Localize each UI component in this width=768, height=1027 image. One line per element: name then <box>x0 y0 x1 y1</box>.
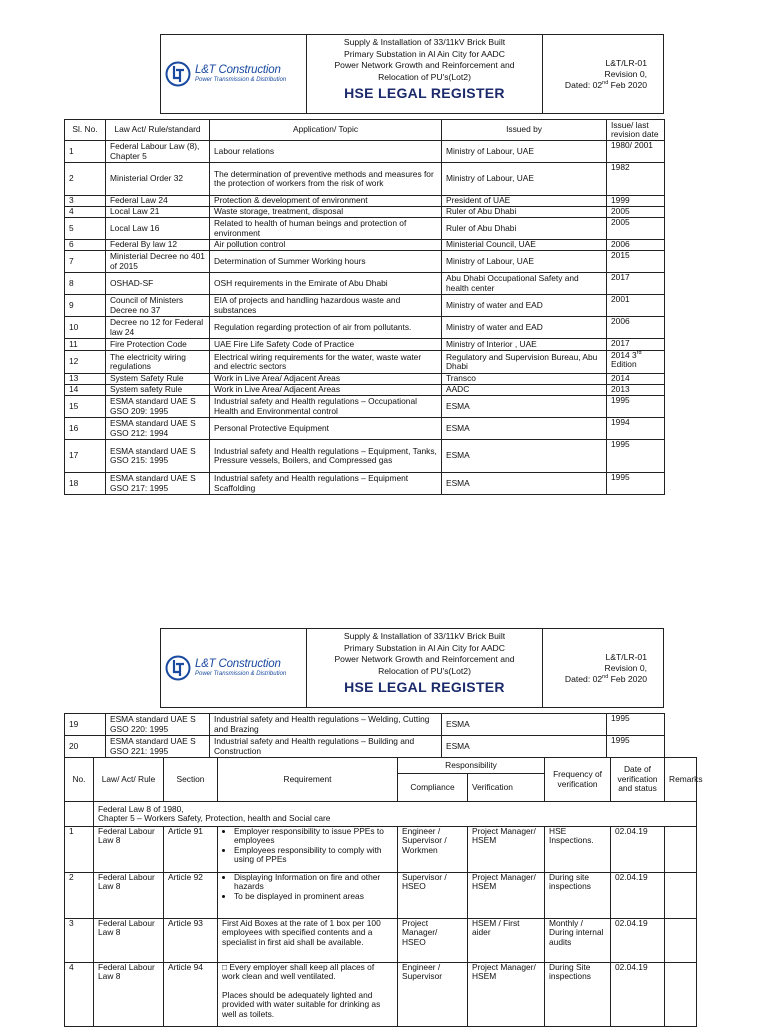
group-title-line: Federal Law 8 of 1980, <box>98 803 184 814</box>
table-cell: HSE Inspections. <box>545 827 611 873</box>
table-row <box>65 351 665 374</box>
table-cell <box>218 827 398 873</box>
company-name: L&T Construction <box>195 657 281 670</box>
table-cell: 1999 <box>607 196 665 207</box>
project-line: Primary Substation in Al Ain City for AADC <box>344 48 505 59</box>
table-cell: ESMA standard UAE S GSO 209: 1995 <box>106 396 210 418</box>
table-cell: Ruler of Abu Dhabi <box>442 207 607 218</box>
table-cell: OSHAD-SF <box>106 273 210 295</box>
list-item: • Employer responsibility to issue PPEs to employees <box>234 827 393 846</box>
table-cell: Supervisor / HSEO <box>398 873 468 919</box>
table-cell: 1995 <box>607 473 665 495</box>
table-cell: Industrial safety and Health regulations – Occupational Health and Environmental control <box>210 396 442 418</box>
table-cell: Transco <box>442 374 607 385</box>
table-row <box>65 218 665 240</box>
legal-register-table-2 <box>64 713 665 758</box>
list-item: • Displaying Information on fire and other hazards <box>234 873 393 892</box>
table-cell <box>65 802 94 827</box>
table-cell: Ministerial Decree no 401 of 2015 <box>106 251 210 273</box>
table-cell: OSH requirements in the Emirate of Abu Dhabi <box>210 273 442 295</box>
table-cell: System safety Rule <box>106 385 210 396</box>
table-cell: 13 <box>65 374 106 385</box>
table-cell: 18 <box>65 473 106 495</box>
table-cell: Local Law 21 <box>106 207 210 218</box>
table-cell: 19 <box>65 714 106 736</box>
table-cell: 4 <box>65 963 94 1027</box>
table-row <box>65 207 665 218</box>
project-title-block <box>307 35 543 113</box>
table-cell: 8 <box>65 273 106 295</box>
table-cell: 2015 <box>607 251 665 273</box>
table-cell: Project Manager/ HSEM <box>468 827 545 873</box>
table-row <box>65 251 665 273</box>
col-verification: Verification <box>468 774 545 802</box>
table-cell: Decree no 12 for Federal law 24 <box>106 317 210 339</box>
table-cell: 5 <box>65 218 106 240</box>
table-cell: Engineer / Supervisor / Workmen <box>398 827 468 873</box>
table-cell: Ruler of Abu Dhabi <box>442 218 607 240</box>
table-cell: 2017 <box>607 273 665 295</box>
company-division: Power Transmission & Distribution <box>195 77 287 84</box>
project-line: Power Network Growth and Reinforcement and <box>334 60 515 71</box>
table-cell: ESMA standard UAE S GSO 212: 1994 <box>106 418 210 440</box>
table-cell: ESMA <box>442 473 607 495</box>
table-cell <box>218 873 398 919</box>
table-cell: During site inspections <box>545 873 611 919</box>
table-cell: Federal Labour Law 8 <box>94 963 164 1027</box>
table-cell: 2017 <box>607 339 665 351</box>
table-cell: 11 <box>65 339 106 351</box>
table-cell: Related to health of human beings and protection of environment <box>210 218 442 240</box>
table-cell: 9 <box>65 295 106 317</box>
table-row <box>65 163 665 196</box>
table-row <box>65 827 697 873</box>
company-name: L&T Construction <box>195 63 281 76</box>
table-cell: 02.04.19 <box>611 963 665 1027</box>
col-sl-no: Sl. No. <box>65 120 106 141</box>
table-cell: Monthly / During internal audits <box>545 919 611 963</box>
table-row <box>65 418 665 440</box>
project-title-block <box>307 629 543 707</box>
table-cell: 3 <box>65 196 106 207</box>
col-law: Law Act/ Rule/standard <box>106 120 210 141</box>
table-cell: HSEM / First aider <box>468 919 545 963</box>
col-revision-date: Issue/ last revision date <box>607 120 665 141</box>
table-cell: 1995 <box>607 714 665 736</box>
table-cell: 1982 <box>607 163 665 196</box>
table-cell: Personal Protective Equipment <box>210 418 442 440</box>
table-cell: 14 <box>65 385 106 396</box>
list-item: • Employees responsibility to comply with using of PPEs <box>234 846 393 865</box>
table-row <box>65 196 665 207</box>
lt-logo-icon <box>165 655 191 681</box>
doc-date: Dated: 02nd Feb 2020 <box>564 673 647 684</box>
table-cell: Federal Labour Law (8), Chapter 5 <box>106 141 210 163</box>
col-responsibility: Responsibility <box>398 758 545 774</box>
table-cell: Federal Labour Law 8 <box>94 919 164 963</box>
table-row <box>65 339 665 351</box>
legal-register-table-1 <box>64 119 665 495</box>
requirements-table <box>64 757 703 1027</box>
table-cell: ESMA <box>442 736 607 758</box>
table-cell: 15 <box>65 396 106 418</box>
table-row <box>65 317 665 339</box>
table-cell: Federal Law 24 <box>106 196 210 207</box>
project-line: Power Network Growth and Reinforcement and <box>334 654 515 665</box>
table-cell: ESMA <box>442 418 607 440</box>
table-cell: Industrial safety and Health regulations – Equipment, Tanks, Pressure vessels, Boilers, and Compressed gas <box>210 440 442 473</box>
doc-date: Dated: 02nd Feb 2020 <box>564 79 647 90</box>
table-cell: 16 <box>65 418 106 440</box>
table-cell: □ Every employer shall keep all places of work clean and well ventilated. <box>222 962 375 982</box>
group-title-line: Chapter 5 – Workers Safety, Protection, health and Social care <box>98 813 331 823</box>
table-cell: Federal Labour Law 8 <box>94 827 164 873</box>
company-logo <box>161 629 307 707</box>
table-cell: Work in Live Area/ Adjacent Areas <box>210 374 442 385</box>
document-header-1 <box>160 34 664 114</box>
table-cell: Air pollution control <box>210 240 442 251</box>
revision-date-cell: 2014 3rd Edition <box>607 351 665 374</box>
table-row <box>65 919 697 963</box>
table-cell <box>94 802 697 827</box>
col-law-act: Law/ Act/ Rule <box>94 758 164 802</box>
table-cell: Abu Dhabi Occupational Safety and health center <box>442 273 607 295</box>
table-cell: Article 92 <box>164 873 218 919</box>
table-cell <box>218 963 398 1027</box>
doc-ref: L&T/LR-01 <box>605 651 647 662</box>
table-cell: The determination of preventive methods and measures for the protection of workers from the risk of work <box>210 163 442 196</box>
table-cell: EIA of projects and handling hazardous waste and substances <box>210 295 442 317</box>
table-cell: Ministry of Labour, UAE <box>442 141 607 163</box>
table-cell: 1995 <box>607 396 665 418</box>
table-cell: 6 <box>65 240 106 251</box>
table-cell: Waste storage, treatment, disposal <box>210 207 442 218</box>
col-frequency: Frequency of verification <box>545 758 611 802</box>
table-cell: Engineer / Supervisor <box>398 963 468 1027</box>
table-cell: 1 <box>65 827 94 873</box>
doc-revision: Revision 0, <box>604 68 647 79</box>
table-cell: Project Manager/ HSEM <box>468 873 545 919</box>
project-line: Supply & Installation of 33/11kV Brick Built <box>343 37 506 47</box>
table-cell: 2006 <box>607 240 665 251</box>
table-cell: Article 93 <box>164 919 218 963</box>
table-row <box>65 374 665 385</box>
requirements-header-row <box>65 758 697 774</box>
lt-logo-icon <box>165 61 191 87</box>
table-cell: Project Manager/ HSEO <box>398 919 468 963</box>
project-line: Relocation of PU's(Lot2) <box>378 665 471 676</box>
table-cell: AADC <box>442 385 607 396</box>
table-row <box>65 440 665 473</box>
table-cell: ESMA standard UAE S GSO 217: 1995 <box>106 473 210 495</box>
table-cell: ESMA <box>442 396 607 418</box>
register-header-row <box>65 120 665 141</box>
table-cell: Ministerial Order 32 <box>106 163 210 196</box>
table-cell: Determination of Summer Working hours <box>210 251 442 273</box>
table-row <box>65 714 665 736</box>
col-compliance: Compliance <box>398 774 468 802</box>
col-requirement: Requirement <box>218 758 398 802</box>
table-cell: 2014 <box>607 374 665 385</box>
table-cell: Ministry of water and EAD <box>442 295 607 317</box>
table-cell: Regulation regarding protection of air from pollutants. <box>210 317 442 339</box>
table-cell: 2005 <box>607 218 665 240</box>
table-cell: ESMA <box>442 440 607 473</box>
table-cell: ESMA <box>442 714 607 736</box>
col-remarks: Remarks <box>665 758 697 802</box>
group-title-row <box>65 802 697 827</box>
table-cell: Article 91 <box>164 827 218 873</box>
list-item: • To be displayed in prominent areas <box>234 892 393 901</box>
table-cell: The electricity wiring regulations <box>106 351 210 374</box>
table-cell: 4 <box>65 207 106 218</box>
table-cell: Federal Labour Law 8 <box>94 873 164 919</box>
table-cell: 2 <box>65 163 106 196</box>
table-cell: 2005 <box>607 207 665 218</box>
table-cell: 1995 <box>607 440 665 473</box>
table-cell: 10 <box>65 317 106 339</box>
table-cell: Project Manager/ HSEM <box>468 963 545 1027</box>
register-title: HSE LEGAL REGISTER <box>344 85 505 102</box>
table-row <box>65 240 665 251</box>
table-cell: During Site inspections <box>545 963 611 1027</box>
table-cell: 3 <box>65 919 94 963</box>
table-cell: Electrical wiring requirements for the water, waste water and electric sectors <box>210 351 442 374</box>
project-line: Relocation of PU's(Lot2) <box>378 71 471 82</box>
doc-info <box>543 35 663 113</box>
document-header-2 <box>160 628 664 708</box>
table-cell: Federal By law 12 <box>106 240 210 251</box>
table-cell: 20 <box>65 736 106 758</box>
table-cell: Fire Protection Code <box>106 339 210 351</box>
doc-ref: L&T/LR-01 <box>605 57 647 68</box>
table-row <box>65 385 665 396</box>
table-cell: 17 <box>65 440 106 473</box>
table-cell: Ministry of Labour, UAE <box>442 163 607 196</box>
company-division: Power Transmission & Distribution <box>195 671 287 678</box>
table-cell: 02.04.19 <box>611 919 665 963</box>
table-cell: Industrial safety and Health regulations – Equipment Scaffolding <box>210 473 442 495</box>
register-title: HSE LEGAL REGISTER <box>344 679 505 696</box>
table-row <box>65 473 665 495</box>
table-cell: 2013 <box>607 385 665 396</box>
table-cell: Places should be adequately lighted and provided with water suitable for drinking as well as toilets. <box>222 989 381 1019</box>
table-row <box>65 141 665 163</box>
table-row <box>65 273 665 295</box>
table-cell <box>665 919 697 963</box>
table-cell: Ministry of Interior , UAE <box>442 339 607 351</box>
table-cell: Protection & development of environment <box>210 196 442 207</box>
table-cell: Labour relations <box>210 141 442 163</box>
table-cell: Council of Ministers Decree no 37 <box>106 295 210 317</box>
table-cell: ESMA standard UAE S GSO 221: 1995 <box>106 736 210 758</box>
table-cell: Ministry of Labour, UAE <box>442 251 607 273</box>
table-cell <box>665 827 697 873</box>
table-row <box>65 963 697 1027</box>
table-cell: Article 94 <box>164 963 218 1027</box>
table-cell: 02.04.19 <box>611 827 665 873</box>
col-issued-by: Issued by <box>442 120 607 141</box>
company-logo <box>161 35 307 113</box>
project-line: Supply & Installation of 33/11kV Brick Built <box>343 631 506 641</box>
table-cell: System Safety Rule <box>106 374 210 385</box>
col-topic: Application/ Topic <box>210 120 442 141</box>
table-cell: Industrial safety and Health regulations – Welding, Cutting and Brazing <box>210 714 442 736</box>
table-row <box>65 396 665 418</box>
table-cell: 1995 <box>607 736 665 758</box>
table-cell: 1 <box>65 141 106 163</box>
project-line: Primary Substation in Al Ain City for AADC <box>344 642 505 653</box>
table-cell: Work in Live Area/ Adjacent Areas <box>210 385 442 396</box>
table-cell: 2001 <box>607 295 665 317</box>
table-cell <box>665 873 697 919</box>
table-cell: President of UAE <box>442 196 607 207</box>
table-cell: 02.04.19 <box>611 873 665 919</box>
table-cell: ESMA standard UAE S GSO 220: 1995 <box>106 714 210 736</box>
table-cell: 7 <box>65 251 106 273</box>
table-row <box>65 295 665 317</box>
table-cell: Regulatory and Supervision Bureau, Abu Dhabi <box>442 351 607 374</box>
table-cell: 1994 <box>607 418 665 440</box>
col-section: Section <box>164 758 218 802</box>
table-cell: Ministerial Council, UAE <box>442 240 607 251</box>
table-cell: UAE Fire Life Safety Code of Practice <box>210 339 442 351</box>
table-cell: ESMA standard UAE S GSO 215: 1995 <box>106 440 210 473</box>
col-no: No. <box>65 758 94 802</box>
table-cell: Local Law 16 <box>106 218 210 240</box>
col-date-status: Date of verification and status <box>611 758 665 802</box>
doc-info <box>543 629 663 707</box>
table-cell: 2 <box>65 873 94 919</box>
doc-revision: Revision 0, <box>604 662 647 673</box>
table-cell: Industrial safety and Health regulations – Building and Construction <box>210 736 442 758</box>
table-cell <box>665 963 697 1027</box>
table-cell: First Aid Boxes at the rate of 1 box per 100 employees with specified contents and a specialist in first aid shall be available. <box>218 919 398 963</box>
table-cell: 2006 <box>607 317 665 339</box>
table-cell: Ministry of water and EAD <box>442 317 607 339</box>
table-row <box>65 736 665 758</box>
table-cell: 12 <box>65 351 106 374</box>
table-cell: 1980/ 2001 <box>607 141 665 163</box>
table-row <box>65 873 697 919</box>
